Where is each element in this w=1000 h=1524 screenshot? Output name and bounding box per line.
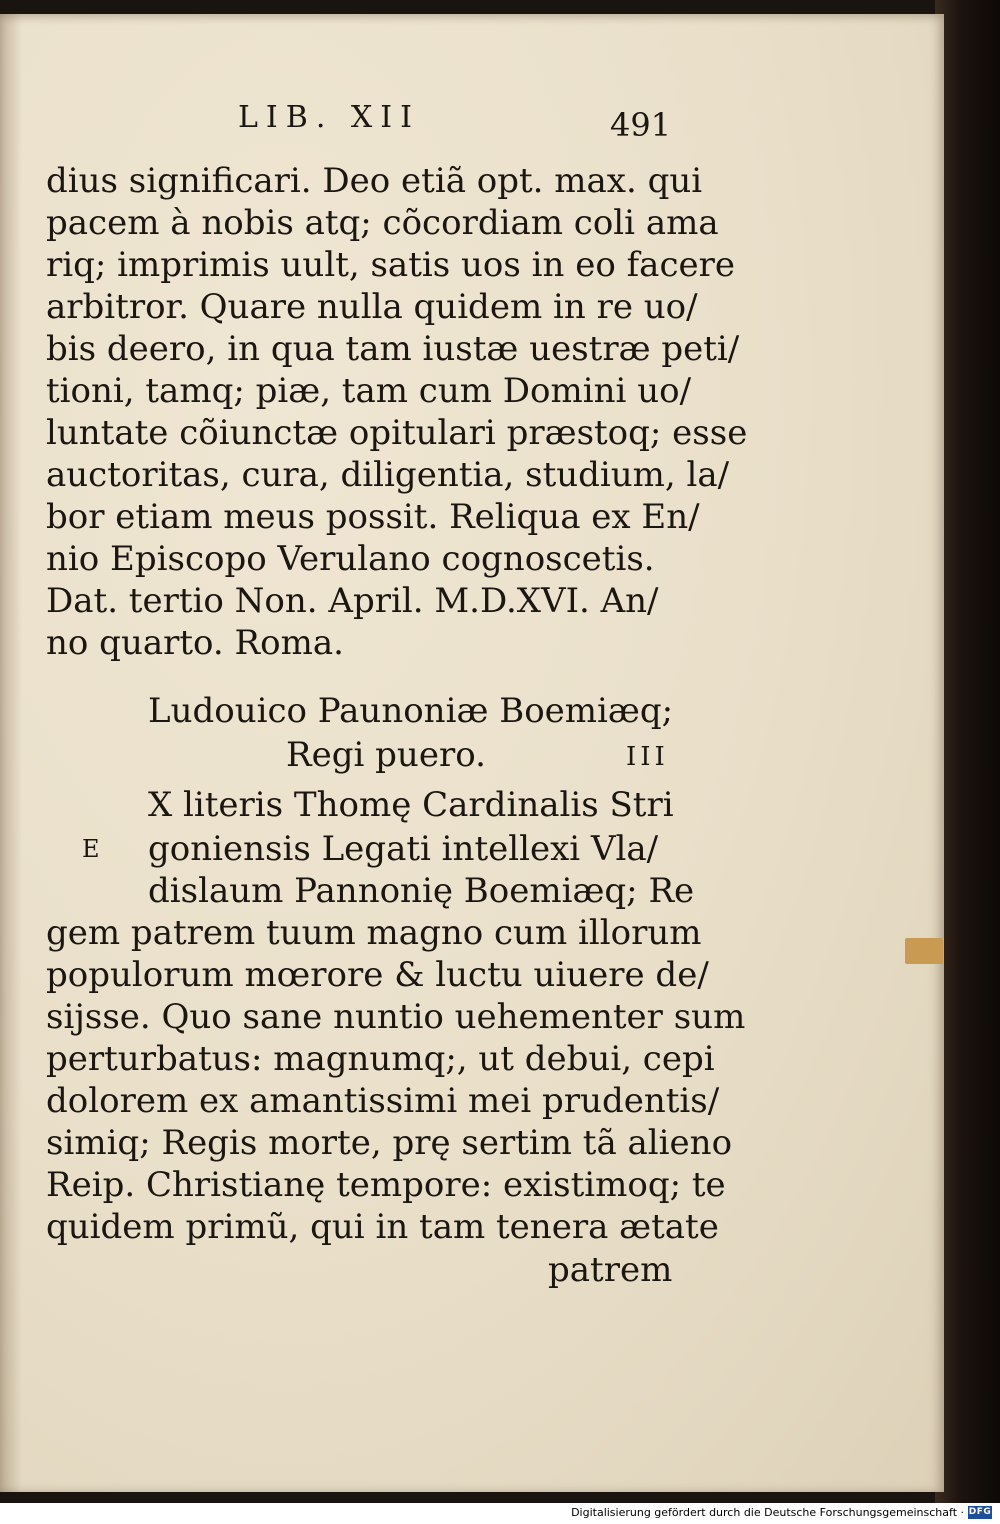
text-line: bor etiam meus possit. Reliqua ex En/ bbox=[46, 497, 700, 537]
text-line: arbitror. Quare nulla quidem in re uo/ bbox=[46, 287, 698, 327]
page-number: 491 bbox=[610, 106, 672, 144]
text-line: no quarto. Roma. bbox=[46, 623, 344, 663]
letter-heading: Ludouico Paunoniæ Boemiæq; bbox=[148, 691, 674, 731]
text-line: tioni, tamq; piæ, tam cum Domini uo/ bbox=[46, 371, 692, 411]
book-edge bbox=[935, 0, 1000, 1524]
text-line: populorum mœrore & luctu uiuere de/ bbox=[46, 955, 709, 995]
paper-gutter-shadow bbox=[0, 14, 22, 1492]
text-line: bis deero, in qua tam iustæ uestræ peti/ bbox=[46, 329, 740, 369]
epistle-number: III bbox=[626, 742, 669, 772]
text-line: goniensis Legati intellexi Vla/ bbox=[148, 829, 659, 869]
text-line: gem patrem tuum magno cum illorum bbox=[46, 913, 702, 953]
text-line: quidem primũ, qui in tam tenera ætate bbox=[46, 1207, 719, 1247]
text-line: luntate cõiunctæ opitulari præstoq; esse bbox=[46, 413, 748, 453]
text-line: pacem à nobis atq; cõcordiam coli ama bbox=[46, 203, 719, 243]
text-line: dius significari. Deo etiã opt. max. qui bbox=[46, 161, 703, 201]
digitization-credit: Digitalisierung gefördert durch die Deutsche Forschungsgemeinschaft · bbox=[571, 1506, 964, 1519]
text-line: auctoritas, cura, diligentia, studium, la/ bbox=[46, 455, 730, 495]
text-line: X literis Thomę Cardinalis Stri bbox=[148, 785, 674, 825]
text-line: Dat. tertio Non. April. M.D.XVI. An/ bbox=[46, 581, 659, 621]
text-line: sijsse. Quo sane nuntio uehementer sum bbox=[46, 997, 746, 1037]
text-line: riq; imprimis uult, satis uos in eo facere bbox=[46, 245, 735, 285]
text-line: simiq; Regis morte, prę sertim tã alieno bbox=[46, 1123, 733, 1163]
running-head: LIB. XII bbox=[238, 100, 420, 135]
text-line: perturbatus: magnumq;, ut debui, cepi bbox=[46, 1039, 715, 1079]
letter-heading-continued: Regi puero. bbox=[286, 735, 486, 775]
page-tab-marker bbox=[905, 938, 943, 964]
dfg-logo: DFG bbox=[968, 1507, 992, 1517]
marginal-initial: E bbox=[82, 835, 100, 863]
text-line: Reip. Christianę tempore: existimoq; te bbox=[46, 1165, 726, 1205]
text-line: dislaum Pannonię Boemiæq; Re bbox=[148, 871, 695, 911]
text-line: nio Episcopo Verulano cognoscetis. bbox=[46, 539, 655, 579]
catchword: patrem bbox=[548, 1250, 673, 1290]
text-line: dolorem ex amantissimi mei prudentis/ bbox=[46, 1081, 720, 1121]
